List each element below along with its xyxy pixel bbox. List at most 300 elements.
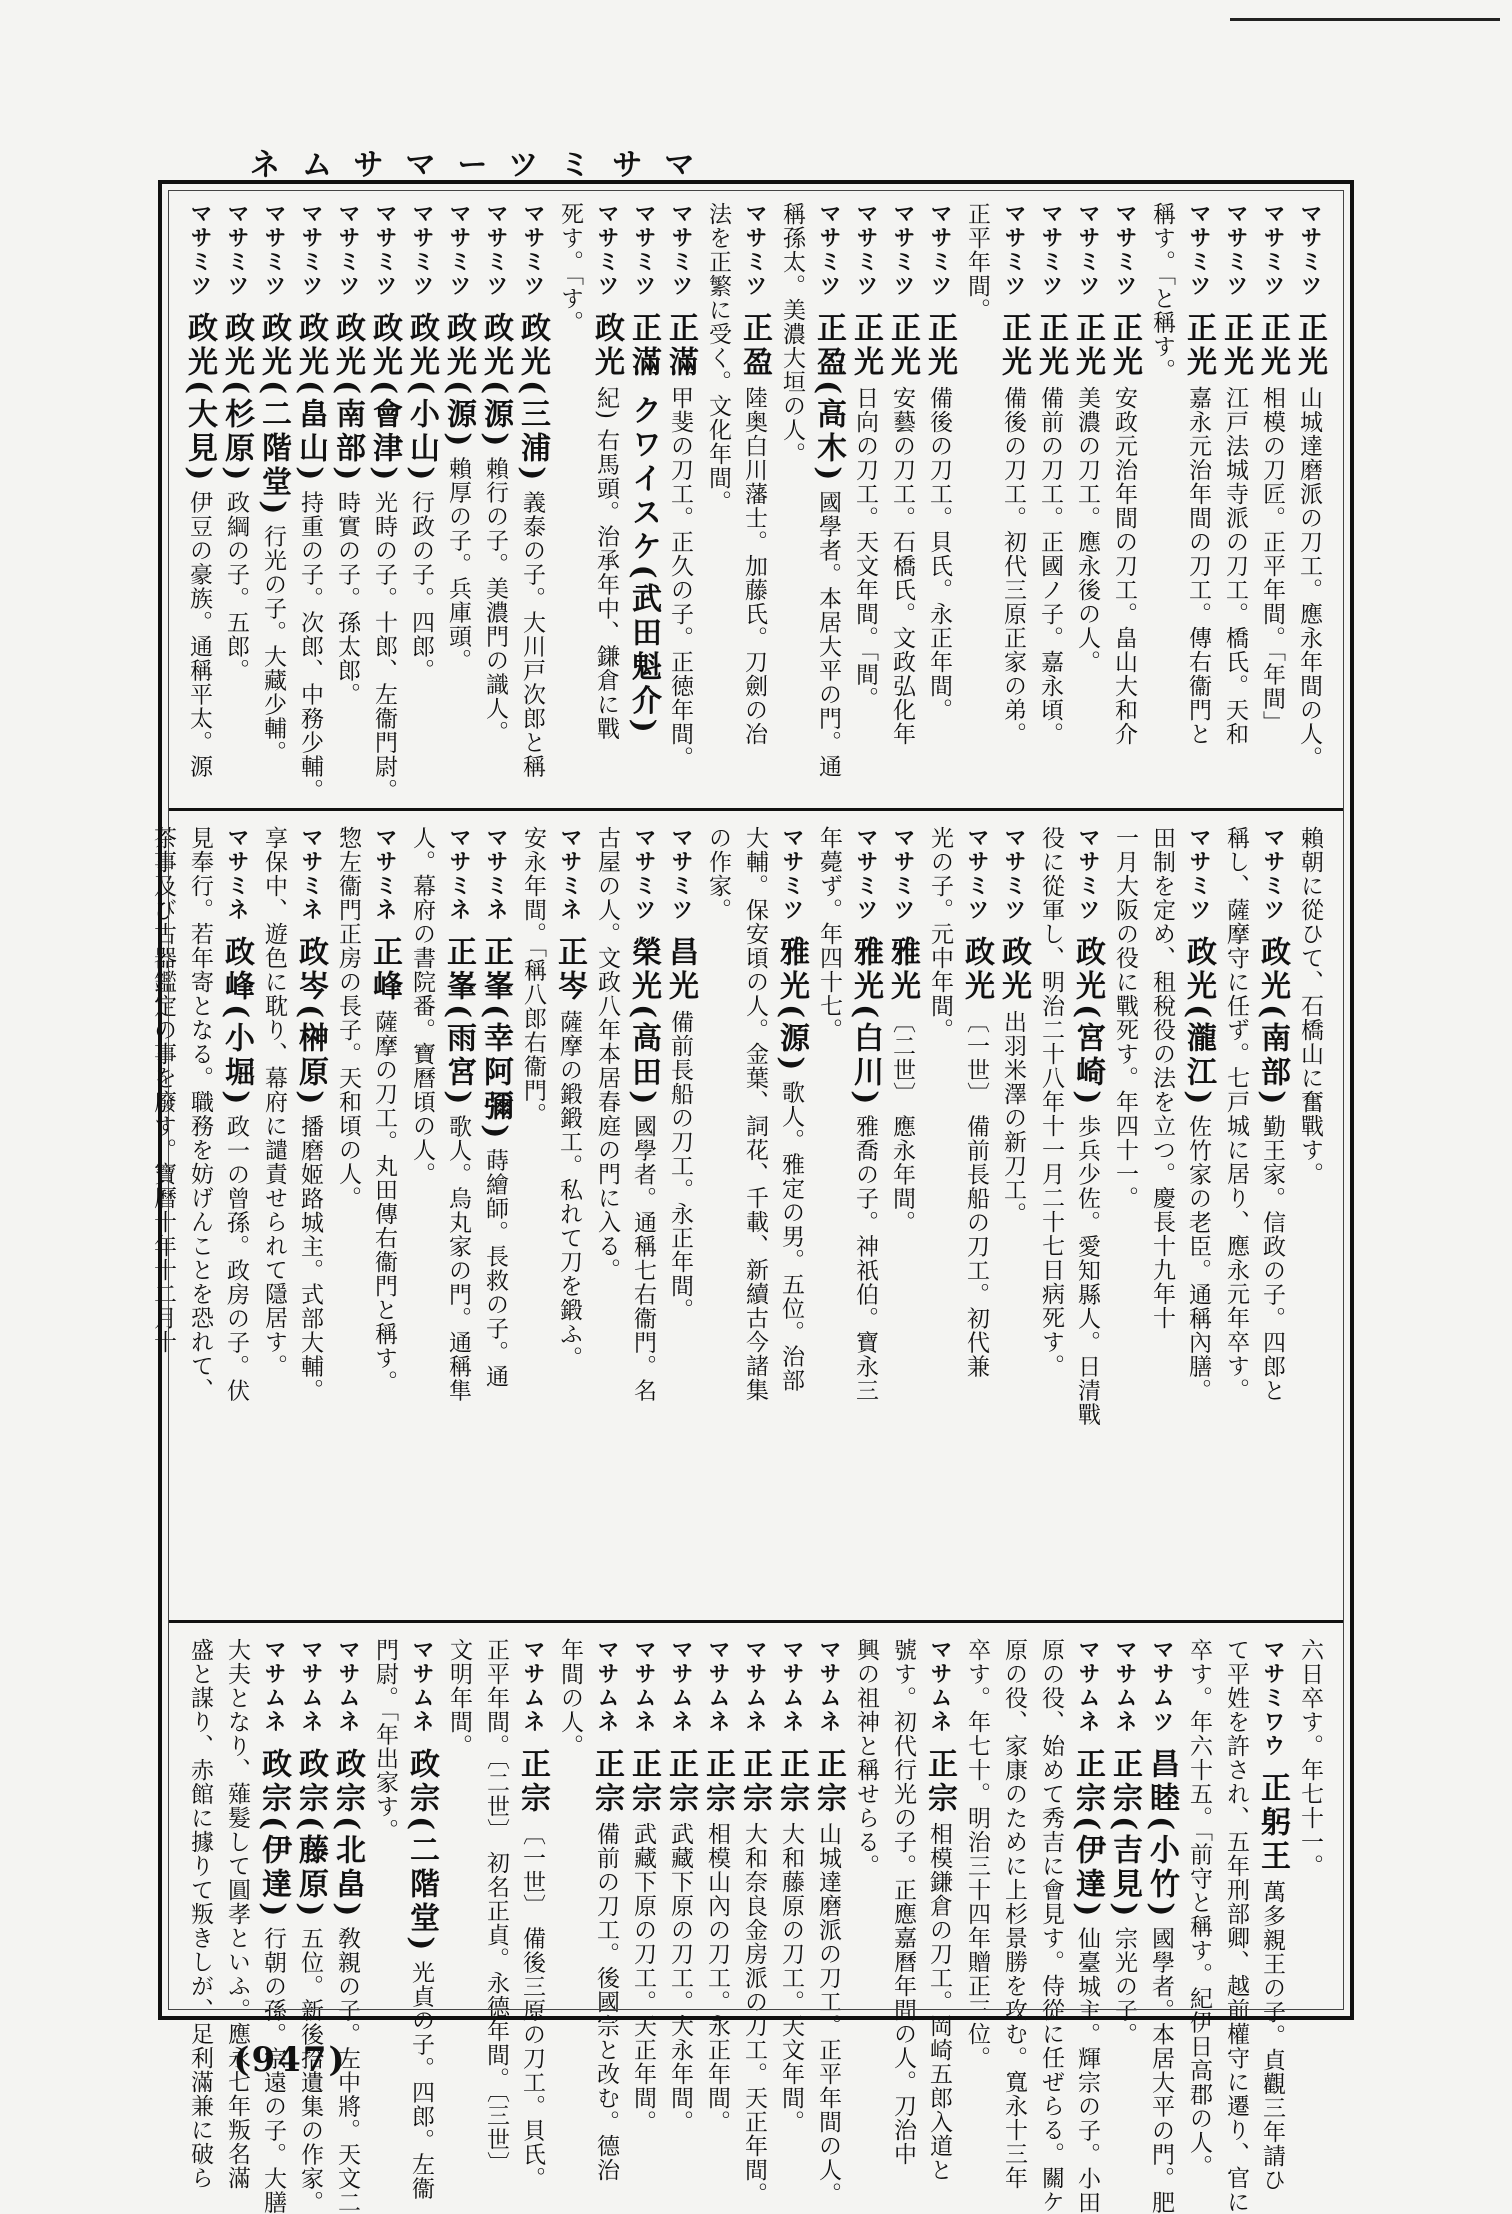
entry-column xyxy=(662,826,699,1322)
entry-reading: マサミツ xyxy=(1223,202,1248,298)
entry-column xyxy=(995,826,1032,1226)
entry-reading: マサムネ xyxy=(298,1638,323,1734)
entry-headword: 正宗 xyxy=(811,1748,846,1816)
entry-text: 相模鎌倉の刀工。岡崎五郎入道と xyxy=(926,1822,952,2182)
entry-reading: マサミツ xyxy=(372,202,397,298)
entry-column xyxy=(625,826,662,1402)
entry-text: 見奉行。若年寄となる。職務を妨げんことを恐れて、 xyxy=(187,826,213,1402)
entry-headword: 政光(會津) xyxy=(367,312,402,485)
entry-headword: 政光(小山) xyxy=(404,312,439,485)
entry-text: 役に從軍し、明治二十八年十一月二十七日病死す。 xyxy=(1038,826,1064,1378)
entry-reading: マサミツ xyxy=(1260,202,1285,298)
entry-reading: マサムネ xyxy=(409,1638,434,1734)
entry-column xyxy=(181,202,218,778)
entry-column xyxy=(329,1638,366,2214)
entry-column xyxy=(292,202,329,802)
entry-text: 文明年間。 xyxy=(446,1638,472,1758)
entry-reading: マサミツ xyxy=(779,826,804,922)
entry-text: 備前の刀工。正國ノ子。嘉永頃。 xyxy=(1037,386,1063,746)
entry-column xyxy=(477,202,514,744)
entry-headword: 正宗 xyxy=(515,1748,550,1816)
entry-headword: 正宗 xyxy=(700,1748,735,1816)
entry-reading: マサミツ xyxy=(594,202,619,298)
continuation-column xyxy=(847,1638,884,1878)
entry-reading: マサミツ xyxy=(964,826,989,922)
entry-reading: マサミツ xyxy=(853,826,878,922)
entry-reading: マサミツ xyxy=(668,826,693,922)
entry-column xyxy=(403,1638,440,2200)
entry-text: 法を正繁に受く。文化年間。 xyxy=(705,202,731,514)
entry-column xyxy=(292,1638,329,2214)
continuation-column xyxy=(514,826,551,1127)
entry-column xyxy=(625,1638,662,2134)
continuation-column xyxy=(588,826,625,1282)
entry-headword: 正峯(雨宮) xyxy=(441,936,476,1109)
entry-text: 行光の子。大藏少輔。 xyxy=(260,524,286,765)
entry-text: 歩兵少佐。愛知縣人。日清戰 xyxy=(1074,1114,1100,1427)
entry-text: 賴行の子。美濃門の識人。 xyxy=(482,456,508,745)
entry-text: 興の祖神と稱せらる。 xyxy=(853,1638,879,1878)
entry-text: 相模の刀匠。正平年間。「年間」 xyxy=(1259,386,1285,735)
entry-headword: 正岑 xyxy=(552,936,587,1004)
entry-reading: マサミツ xyxy=(298,202,323,298)
entry-text: 仙臺城主。輝宗の子。小田 xyxy=(1074,1926,1100,2214)
entry-text: 武藏下原の刀工。大永年間。 xyxy=(667,1822,693,2134)
entry-text: 大和奈良金房派の刀工。天正年間。 xyxy=(741,1822,767,2206)
entry-column xyxy=(1254,1638,1291,2192)
entry-headword: 政光(源) xyxy=(441,312,476,451)
continuation-column xyxy=(255,826,292,1378)
entry-headword: 雅光(白川) xyxy=(848,936,883,1109)
continuation-column xyxy=(440,1638,477,1758)
entry-text: 甲斐の刀工。正久の子。正徳年間。 xyxy=(667,386,693,770)
entry-column xyxy=(218,202,255,682)
entry-reading: マサミツ xyxy=(520,202,545,298)
entry-text: 雅喬の子。神祇伯。寶永三 xyxy=(852,1114,878,1403)
entry-column xyxy=(810,1638,847,2206)
entry-reading: マサミツ xyxy=(224,202,249,298)
entry-column xyxy=(292,826,329,1402)
entry-reading: マサムネ xyxy=(668,1638,693,1734)
entry-column xyxy=(1217,202,1254,746)
entry-text: 年間の人。 xyxy=(557,1638,583,1758)
entry-headword: 雅光 xyxy=(885,936,920,1004)
entry-column xyxy=(1069,1638,1106,2214)
entry-headword: 正滿 xyxy=(663,312,698,380)
entry-headword: 政光(杉原) xyxy=(219,312,254,485)
entry-text: 號す。初代行光の子。正應嘉曆年間の人。刀治中 xyxy=(890,1638,916,2166)
entry-text: 安藝の刀工。石橋氏。文政弘化年 xyxy=(889,386,915,746)
entry-text: 稱し、薩摩守に任ず。七戸城に居り、應永元年卒す。 xyxy=(1223,826,1249,1402)
entry-text: 大輔。保安頃の人。金葉、詞花、千載、新續古今諸集 xyxy=(742,826,768,1402)
entry-reading: マサミツ xyxy=(742,202,767,298)
continuation-column xyxy=(1180,1638,1217,2179)
entry-headword: 正光 xyxy=(1070,312,1105,380)
entry-text: 美濃の刀工。應永後の人。 xyxy=(1074,386,1100,674)
entry-column xyxy=(1254,202,1291,735)
entry-headword: 正盈 xyxy=(737,312,772,380)
entry-text: 安永年間。「稱八郎右衞門。 xyxy=(520,826,546,1127)
entry-column xyxy=(1254,826,1291,1402)
entry-text: 賴朝に從ひて、石橋山に奮戰す。 xyxy=(1297,826,1323,1186)
entry-text: 原の役、始めて秀吉に會見す。侍從に任ぜらる。關ケ xyxy=(1038,1638,1064,2214)
entry-text: 時實の子。孫太郎。 xyxy=(334,490,360,707)
entry-reading: マサミツ xyxy=(927,202,952,298)
entry-column xyxy=(440,826,477,1402)
entry-headword: 政光 xyxy=(959,936,994,1004)
entry-text: 卒す。年七十。明治三十四年贈正三位。 xyxy=(964,1638,990,2070)
entry-column xyxy=(366,826,403,1394)
entry-headword: 政光 xyxy=(589,312,624,380)
entry-reading: マサミツ xyxy=(631,826,656,922)
entry-column xyxy=(995,202,1032,746)
entry-column xyxy=(810,202,847,778)
entry-column xyxy=(884,202,921,746)
entry-column xyxy=(514,202,551,778)
entry-headword: 政峰(小堀) xyxy=(219,936,254,1109)
entry-text: 政一の曾孫。政房の子。伏 xyxy=(223,1114,249,1403)
entry-text: 年薨ず。年四十七。 xyxy=(816,826,842,1042)
entry-headword: 昌睦(小竹) xyxy=(1144,1748,1179,1921)
entry-headword: 正躬王 xyxy=(1255,1772,1290,1874)
entry-text: 行朝の孫。宗遠の子。大膳 xyxy=(260,1926,286,2214)
entry-headword: 政光(南部) xyxy=(1255,936,1290,1109)
entry-text: 國學者。本居大平の門。肥 xyxy=(1148,1926,1174,2214)
entry-reading: マサミツ xyxy=(631,202,656,298)
entry-text: 〔一世〕 備後三原の刀工。貝氏。 xyxy=(519,1822,545,2191)
entry-reading: マサムネ xyxy=(816,1638,841,1734)
entry-text: 安政元治年間の刀工。畠山大和介 xyxy=(1111,386,1137,746)
entry-text: 五位。新後拾遺集の作家。 xyxy=(297,1926,323,2214)
entry-column xyxy=(1143,1638,1180,2214)
entry-reading: マサミワウ xyxy=(1260,1638,1285,1758)
entry-column xyxy=(736,1638,773,2206)
continuation-column xyxy=(1143,826,1180,1330)
continuation-column xyxy=(773,202,810,466)
continuation-column xyxy=(181,826,218,1402)
entry-reading: マサムネ xyxy=(779,1638,804,1734)
entry-text: 出羽米澤の新刀工。 xyxy=(1000,1010,1026,1226)
entry-text: 義泰の子。大川戸次郎と稱 xyxy=(519,490,545,779)
entry-column xyxy=(588,202,625,740)
entry-reading: マサミツ xyxy=(483,202,508,298)
page-number: (947) xyxy=(233,2040,347,2080)
section-divider xyxy=(168,808,1344,811)
entry-text: 山城達磨派の刀工。正平年間の人。 xyxy=(815,1822,841,2206)
entry-reading: マサムネ xyxy=(1112,1638,1137,1734)
continuation-column xyxy=(736,826,773,1402)
entry-column xyxy=(1180,202,1217,746)
continuation-column xyxy=(995,1638,1032,2190)
entry-text: 備後の刀工。貝氏。永正年間。 xyxy=(926,386,952,722)
entry-reading: マサミネ xyxy=(372,826,397,922)
entry-headword: 政岑(榊原) xyxy=(293,936,328,1109)
entry-column xyxy=(255,202,292,764)
continuation-column xyxy=(1217,1638,1254,2214)
entry-column xyxy=(662,1638,699,2134)
continuation-column xyxy=(366,1638,403,1843)
entry-headword: 正光 xyxy=(1255,312,1290,380)
entry-headword: 正光 xyxy=(1033,312,1068,380)
entry-headword: 政光(源) xyxy=(478,312,513,451)
entry-headword: 正宗 xyxy=(589,1748,624,1816)
entry-text: 六日卒す。年七十一。 xyxy=(1297,1638,1323,1878)
entry-headword: 政宗(北畠) xyxy=(330,1748,365,1921)
entry-headword: 政光(大見) xyxy=(182,312,217,485)
entry-headword: 正光 xyxy=(1292,312,1327,380)
entry-text: 人。幕府の書院番。寶曆頃の人。 xyxy=(409,826,435,1186)
entry-text: 茶事及び古器鑑定の事を廢す。寶曆十年十二月十 xyxy=(150,826,176,1354)
running-header: ネムサマーツミサマ xyxy=(250,148,717,183)
entry-reading: マサミツ xyxy=(668,202,693,298)
entry-text: 賴厚の子。兵庫頭。 xyxy=(445,456,471,673)
entry-reading: マサムネ xyxy=(261,1638,286,1734)
entry-reading: マサミツ xyxy=(816,202,841,298)
entry-headword: 正宗 xyxy=(737,1748,772,1816)
entry-text: 原の役、家康のために上杉景勝を攻む。寬永十三年 xyxy=(1001,1638,1027,2190)
section-upper xyxy=(162,192,1350,808)
entry-headword: 政光(宮崎) xyxy=(1070,936,1105,1109)
entry-column xyxy=(1106,1638,1143,2046)
continuation-column xyxy=(1143,202,1180,383)
entry-text: 〔一世〕 備前長船の刀工。初代兼 xyxy=(963,1010,989,1379)
entry-reading: マサムネ xyxy=(631,1638,656,1734)
entry-reading: マサムネ xyxy=(594,1638,619,1734)
continuation-column xyxy=(958,202,995,322)
entry-reading: マサミツ xyxy=(890,826,915,922)
entry-column xyxy=(1069,826,1106,1426)
entry-headword: 正宗 xyxy=(774,1748,809,1816)
entry-headword: 正光 xyxy=(922,312,957,380)
entry-text: 歌人。烏丸家の門。通稱隼 xyxy=(445,1114,471,1403)
entry-headword: 正光 xyxy=(996,312,1031,380)
continuation-column xyxy=(1217,826,1254,1402)
continuation-column xyxy=(403,826,440,1186)
entry-text: 光貞の子。四郎。左衞 xyxy=(408,1960,434,2201)
entry-text: 歌人。雅定の男。五位。治部 xyxy=(778,1080,804,1393)
entry-headword: 政光(畠山) xyxy=(293,312,328,485)
entry-text: 享保中、遊色に耽り、幕府に譴責せられて隱居す。 xyxy=(261,826,287,1378)
entry-text: 稱孫太。美濃大垣の人。 xyxy=(779,202,805,466)
entry-headword: 正光 xyxy=(848,312,883,380)
entry-reading: マサミネ xyxy=(446,826,471,922)
entry-column xyxy=(255,1638,292,2214)
entry-text: 備前長船の刀工。永正年間。 xyxy=(667,1010,693,1322)
entry-text: 田制を定め、租稅役の法を立つ。慶長十九年十 xyxy=(1149,826,1175,1330)
entry-text: 一月大阪の役に戰死す。年四十一。 xyxy=(1112,826,1138,1210)
entry-text: 卒す。年六十五。「前守と稱す。紀伊日高郡の人。 xyxy=(1186,1638,1212,2179)
entry-reading: マサミツ xyxy=(1075,202,1100,298)
continuation-column xyxy=(1291,1638,1328,1878)
entry-headword: 正宗 xyxy=(922,1748,957,1816)
section-middle xyxy=(150,816,1350,1620)
entry-text: 正平年間。 xyxy=(964,202,990,322)
entry-column xyxy=(218,826,255,1402)
entry-text: 備後の刀工。初代三原正家の弟。 xyxy=(1000,386,1026,746)
entry-text: 日向の刀工。天文年間。「間。 xyxy=(852,386,878,711)
entry-reading: マサミツ xyxy=(1038,202,1063,298)
entry-text: 大和藤原の刀工。天文年間。 xyxy=(778,1822,804,2134)
entry-headword: 政光(三浦) xyxy=(515,312,550,485)
entry-text: 光の子。元中年間。 xyxy=(927,826,953,1042)
entry-text: 死す。「す。 xyxy=(557,202,583,335)
entry-column xyxy=(847,826,884,1402)
entry-reading: マサムネ xyxy=(520,1638,545,1734)
entry-column xyxy=(773,1638,810,2134)
entry-reading: マサムネ xyxy=(1075,1638,1100,1734)
entry-headword: 昌光 xyxy=(663,936,698,1004)
entry-reading: マサムツ xyxy=(1149,1638,1174,1734)
entry-column xyxy=(921,202,958,722)
entry-column xyxy=(403,202,440,682)
continuation-column xyxy=(181,1638,218,2190)
entry-headword: 正盈(高木) xyxy=(811,312,846,485)
entry-column xyxy=(1069,202,1106,674)
entry-text: 大夫となり、薙髮して圓孝といふ。應永七年叛名滿 xyxy=(224,1638,250,2190)
entry-headword: 正宗 xyxy=(663,1748,698,1816)
entry-text: 備前の刀工。後國宗と改む。德治 xyxy=(593,1822,619,2182)
continuation-column xyxy=(921,826,958,1042)
entry-headword: 政宗(藤原) xyxy=(293,1748,328,1921)
entry-text: 陸奥白川藩士。加藤氏。刀劍の冶 xyxy=(741,386,767,746)
entry-text: 紀) 右馬頭。治承年中、鎌倉に戰 xyxy=(593,386,619,741)
continuation-column xyxy=(958,1638,995,2070)
entry-text: 正平年間。〔二世〕 初名正貞。永德年間。〔三世〕 xyxy=(483,1638,509,2176)
entry-reading: マサミネ xyxy=(557,826,582,922)
entry-text: 蒔繪師。長救の子。通 xyxy=(482,1148,508,1389)
entry-text: て平姓を許され、五年刑部卿、越前權守に遷り、官に xyxy=(1223,1638,1249,2214)
entry-text: 光時の子。十郎、左衞門尉。 xyxy=(371,490,397,803)
entry-text: 國學者。本居大平の門。通 xyxy=(815,490,841,779)
entry-column xyxy=(921,1638,958,2182)
entry-reading: マサムネ xyxy=(705,1638,730,1734)
entry-headword: 正滿 クワイスケ(武田魁介) xyxy=(626,312,661,737)
entry-reading: マサミツ xyxy=(853,202,878,298)
entry-headword: 政光 xyxy=(996,936,1031,1004)
entry-column xyxy=(625,202,662,743)
entry-reading: マサミネ xyxy=(298,826,323,922)
entry-column xyxy=(884,826,921,1234)
entry-text: 江戸法城寺派の刀工。橋氏。天和 xyxy=(1222,386,1248,746)
entry-headword: 正峰 xyxy=(367,936,402,1004)
entry-reading: マサミツ xyxy=(409,202,434,298)
entry-column xyxy=(847,202,884,711)
entry-column xyxy=(1291,202,1328,770)
entry-reading: マサミツ xyxy=(1260,826,1285,922)
entry-text: 國學者。通稱七右衞門。名 xyxy=(630,1114,656,1403)
entry-headword: 榮光(高田) xyxy=(626,936,661,1109)
continuation-column xyxy=(699,202,736,514)
entry-text: 薩摩の鍛鍛工。私れて刀を鍛ふ。 xyxy=(556,1010,582,1370)
continuation-column xyxy=(329,826,366,1210)
entry-column xyxy=(551,826,588,1370)
entry-headword: 正宗 xyxy=(626,1748,661,1816)
entry-reading: マサミツ xyxy=(1186,202,1211,298)
entry-text: 相模山內の刀工。永正年間。 xyxy=(704,1822,730,2134)
entry-column xyxy=(773,826,810,1392)
entry-reading: マサムネ xyxy=(742,1638,767,1734)
continuation-column xyxy=(218,1638,255,2190)
entry-headword: 正宗(吉見) xyxy=(1107,1748,1142,1921)
continuation-column xyxy=(551,1638,588,1758)
continuation-column xyxy=(1291,826,1328,1186)
entry-headword: 政光(南部) xyxy=(330,312,365,485)
entry-reading: マサミツ xyxy=(890,202,915,298)
entry-column xyxy=(958,826,995,1378)
entry-reading: マサミネ xyxy=(224,826,249,922)
continuation-column xyxy=(699,826,736,922)
entry-column xyxy=(736,202,773,746)
entry-headword: 政光(二階堂) xyxy=(256,312,291,519)
entry-text: 政綱の子。五郎。 xyxy=(223,490,249,683)
entry-column xyxy=(588,1638,625,2182)
entry-reading: マサミツ xyxy=(446,202,471,298)
entry-column xyxy=(329,202,366,706)
entry-text: 〔二世〕 應永年間。 xyxy=(889,1010,915,1235)
entry-column xyxy=(699,1638,736,2134)
entry-column xyxy=(1106,202,1143,746)
continuation-column xyxy=(810,826,847,1042)
entry-reading: マサミネ xyxy=(483,826,508,922)
entry-column xyxy=(1032,202,1069,746)
entry-headword: 政宗(伊達) xyxy=(256,1748,291,1921)
entry-text: 行政の子。四郎。 xyxy=(408,490,434,683)
entry-column xyxy=(440,202,477,672)
continuation-column xyxy=(884,1638,921,2166)
entry-headword: 正光 xyxy=(1181,312,1216,380)
entry-text: 惣左衞門正房の長子。天和頃の人。 xyxy=(335,826,361,1210)
entry-reading: マサミツ xyxy=(1001,202,1026,298)
entry-text: 佐竹家の老臣。通稱內膳。 xyxy=(1185,1114,1211,1403)
entry-reading: マサミツ xyxy=(335,202,360,298)
entry-text: 宗光の子。 xyxy=(1111,1926,1137,2047)
entry-text: 門尉。「年出家す。 xyxy=(372,1638,398,1843)
entry-headword: 正光 xyxy=(1107,312,1142,380)
entry-column xyxy=(514,1638,551,2190)
entry-column xyxy=(366,202,403,802)
entry-headword: 正峯(幸阿彌) xyxy=(478,936,513,1143)
entry-reading: マサムネ xyxy=(335,1638,360,1734)
entry-column xyxy=(477,826,514,1388)
continuation-column xyxy=(551,202,588,335)
entry-reading: マサミツ xyxy=(1075,826,1100,922)
entry-text: 武藏下原の刀工。天正年間。 xyxy=(630,1822,656,2134)
entry-headword: 雅光(源) xyxy=(774,936,809,1075)
continuation-column xyxy=(477,1638,514,2175)
entry-text: 嘉永元治年間の刀工。傳右衞門と xyxy=(1185,386,1211,746)
entry-reading: マサミツ xyxy=(1112,202,1137,298)
entry-text: 萬多親王の子。貞觀三年請ひ xyxy=(1259,1880,1285,2192)
continuation-column xyxy=(1032,1638,1069,2214)
entry-column xyxy=(1180,826,1217,1402)
section-divider xyxy=(168,1620,1344,1623)
entry-reading: マサミツ xyxy=(261,202,286,298)
continuation-column xyxy=(144,826,181,1354)
entry-text: の作家。 xyxy=(705,826,731,922)
entry-reading: マサミツ xyxy=(1297,202,1322,298)
entry-column xyxy=(662,202,699,770)
entry-reading: マサミツ xyxy=(1001,826,1026,922)
entry-headword: 正光 xyxy=(1218,312,1253,380)
entry-headword: 正宗(伊達) xyxy=(1070,1748,1105,1921)
entry-text: 播磨姬路城主。式部大輔。 xyxy=(297,1114,323,1403)
entry-reading: マサミツ xyxy=(1186,826,1211,922)
entry-text: 敎親の子。左中將。天文二 xyxy=(334,1926,360,2214)
entry-text: 伊豆の豪族。通稱平太。源 xyxy=(186,490,212,779)
entry-text: 勤王家。信政の子。四郎と xyxy=(1259,1114,1285,1403)
entry-text: 山城達磨派の刀工。應永年間の人。 xyxy=(1296,386,1322,770)
entry-headword: 政宗(二階堂) xyxy=(404,1748,439,1955)
